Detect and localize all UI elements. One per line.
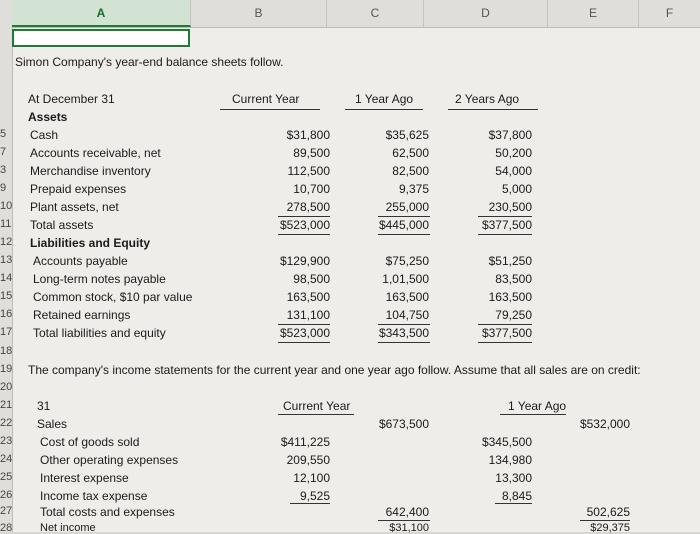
balance-row-label: Cash <box>30 128 59 142</box>
total-costs-label: Total costs and expenses <box>40 505 175 519</box>
balance-row-label: Retained earnings <box>33 308 131 322</box>
row-number[interactable]: 28 <box>0 522 13 534</box>
balance-row-label: Long-term notes payable <box>33 272 166 286</box>
row-number[interactable]: 10 <box>0 200 13 212</box>
selected-cell[interactable] <box>12 29 190 47</box>
balance-cell[interactable]: $377,500 <box>481 326 532 340</box>
row-number[interactable]: 5 <box>0 128 7 140</box>
column-header-a[interactable]: A <box>12 0 191 27</box>
income-row-label: Interest expense <box>40 471 129 485</box>
row-number[interactable]: 22 <box>0 417 13 429</box>
income-cell[interactable]: 642,400 <box>385 505 429 519</box>
header-underline <box>500 414 566 415</box>
balance-cell[interactable]: 62,500 <box>392 146 429 160</box>
balance-col-current: Current Year <box>232 92 300 106</box>
subtotal-rule <box>580 520 630 521</box>
balance-cell[interactable]: 163,500 <box>286 290 330 304</box>
row-number[interactable]: 13 <box>0 254 13 266</box>
balance-cell[interactable]: 82,500 <box>392 164 429 178</box>
total-rule <box>278 234 330 235</box>
balance-cell[interactable]: $377,500 <box>481 218 532 232</box>
income-cell[interactable]: $532,000 <box>579 417 630 431</box>
income-cell[interactable]: 13,300 <box>495 471 532 485</box>
header-underline <box>345 109 423 110</box>
column-header-f[interactable]: F <box>665 6 674 20</box>
balance-cell[interactable]: $129,900 <box>279 254 330 268</box>
column-header-b[interactable]: B <box>191 0 327 27</box>
income-cell[interactable]: 12,100 <box>293 471 330 485</box>
balance-row-label: Merchandise inventory <box>30 164 151 178</box>
balance-cell[interactable]: $31,800 <box>286 128 330 142</box>
intro-text: Simon Company's year-end balance sheets follow. <box>15 55 284 69</box>
balance-cell[interactable]: 5,000 <box>501 182 532 196</box>
total-rule <box>478 234 532 235</box>
balance-cell[interactable]: $445,000 <box>378 218 429 232</box>
row-number[interactable]: 24 <box>0 453 13 465</box>
income-cell[interactable]: $29,375 <box>590 522 630 534</box>
row-number[interactable]: 18 <box>0 345 13 357</box>
balance-cell[interactable]: $523,000 <box>279 326 330 340</box>
balance-cell[interactable]: 1,01,500 <box>382 272 429 286</box>
subtotal-rule <box>478 216 532 217</box>
balance-row-label: Plant assets, net <box>30 200 119 214</box>
income-row-label: Cost of goods sold <box>40 435 140 449</box>
balance-cell[interactable]: 9,375 <box>398 182 429 196</box>
income-cell[interactable]: 134,980 <box>488 453 532 467</box>
balance-cell[interactable]: 255,000 <box>385 200 429 214</box>
balance-cell[interactable]: 10,700 <box>293 182 330 196</box>
income-cell[interactable]: 8,845 <box>501 489 532 503</box>
income-cell[interactable]: $673,500 <box>378 417 429 431</box>
total-rule <box>478 342 532 343</box>
header-underline <box>448 109 538 110</box>
row-number[interactable]: 9 <box>0 182 7 194</box>
total-rule <box>278 342 330 343</box>
balance-cell[interactable]: $37,800 <box>488 128 532 142</box>
row-number[interactable]: 11 <box>0 218 12 230</box>
balance-row-label: Total assets <box>30 218 94 232</box>
row-number[interactable]: 3 <box>0 164 7 176</box>
income-intro-text: The company's income statements for the current year and one year ago follow. Assume that all sales are on credit: <box>28 363 641 377</box>
balance-col-2yr: 2 Years Ago <box>455 92 520 106</box>
subtotal-rule <box>378 324 430 325</box>
income-cell[interactable]: 502,625 <box>586 505 630 519</box>
balance-row-label: Accounts payable <box>33 254 128 268</box>
assets-heading: Assets <box>28 110 68 124</box>
balance-cell[interactable]: $35,625 <box>385 128 429 142</box>
balance-cell[interactable]: 83,500 <box>495 272 532 286</box>
income-row-label: Income tax expense <box>40 489 148 503</box>
total-rule <box>378 342 430 343</box>
column-header-bar <box>0 0 700 28</box>
subtotal-rule <box>378 520 430 521</box>
row-number[interactable]: 16 <box>0 308 13 320</box>
row-number[interactable]: 23 <box>0 435 13 447</box>
balance-col-1yr: 1 Year Ago <box>355 92 414 106</box>
row-number[interactable]: 21 <box>0 399 13 411</box>
row-number[interactable]: 20 <box>0 381 13 393</box>
balance-row-label: Prepaid expenses <box>30 182 127 196</box>
row-number[interactable]: 17 <box>0 326 13 338</box>
subtotal-rule <box>278 216 330 217</box>
subtotal-rule <box>278 324 330 325</box>
row-number[interactable]: 7 <box>0 146 7 158</box>
income-cell[interactable]: 209,550 <box>286 453 330 467</box>
balance-cell[interactable]: 278,500 <box>286 200 330 214</box>
income-cell[interactable]: $31,100 <box>389 522 429 534</box>
balance-row-label: Total liabilities and equity <box>33 326 166 340</box>
total-rule <box>378 234 430 235</box>
balance-row-label: Common stock, $10 par value <box>33 290 193 304</box>
income-year-label: 31 <box>37 399 51 413</box>
header-underline <box>220 109 320 110</box>
income-cell[interactable]: $345,500 <box>481 435 532 449</box>
header-underline <box>278 414 354 415</box>
row-number[interactable]: 26 <box>0 489 13 501</box>
balance-cell[interactable]: 163,500 <box>385 290 429 304</box>
balance-cell[interactable]: 104,750 <box>385 308 429 322</box>
row-number[interactable]: 27 <box>0 505 13 517</box>
balance-cell[interactable]: 98,500 <box>293 272 330 286</box>
subtotal-rule <box>478 324 532 325</box>
balance-row-label: Accounts receivable, net <box>30 146 161 160</box>
balance-cell[interactable]: $343,500 <box>378 326 429 340</box>
balance-cell[interactable]: $523,000 <box>279 218 330 232</box>
column-header-c[interactable]: C <box>327 0 424 27</box>
balance-date-label: At December 31 <box>28 92 115 106</box>
balance-cell[interactable]: $51,250 <box>488 254 532 268</box>
income-row-label: Other operating expenses <box>40 453 179 467</box>
row-number[interactable]: 25 <box>0 471 13 483</box>
row-number[interactable]: 14 <box>0 272 13 284</box>
income-col-current: Current Year <box>283 399 351 413</box>
balance-cell[interactable]: 163,500 <box>488 290 532 304</box>
column-header-d[interactable]: D <box>424 0 548 27</box>
column-header-e[interactable]: E <box>548 0 639 27</box>
subtotal-rule <box>290 503 330 504</box>
income-cell[interactable]: $411,225 <box>280 435 330 449</box>
income-col-1yr: 1 Year Ago <box>508 399 567 413</box>
row-number[interactable]: 19 <box>0 363 13 375</box>
balance-cell[interactable]: 131,100 <box>286 308 330 322</box>
sales-label: Sales <box>37 417 68 431</box>
income-cell[interactable]: 9,525 <box>299 489 330 503</box>
row-number[interactable]: 12 <box>0 236 13 248</box>
balance-cell[interactable]: 230,500 <box>488 200 532 214</box>
row-number[interactable]: 15 <box>0 290 13 302</box>
balance-cell[interactable]: 89,500 <box>293 146 330 160</box>
balance-cell[interactable]: 50,200 <box>495 146 532 160</box>
balance-cell[interactable]: 112,500 <box>287 164 330 178</box>
subtotal-rule <box>378 216 430 217</box>
subtotal-rule <box>495 503 532 504</box>
balance-cell[interactable]: 54,000 <box>495 164 532 178</box>
balance-cell[interactable]: 79,250 <box>495 308 532 322</box>
liabilities-heading: Liabilities and Equity <box>30 236 151 250</box>
net-income-label: Net income <box>40 522 96 534</box>
balance-cell[interactable]: $75,250 <box>385 254 429 268</box>
